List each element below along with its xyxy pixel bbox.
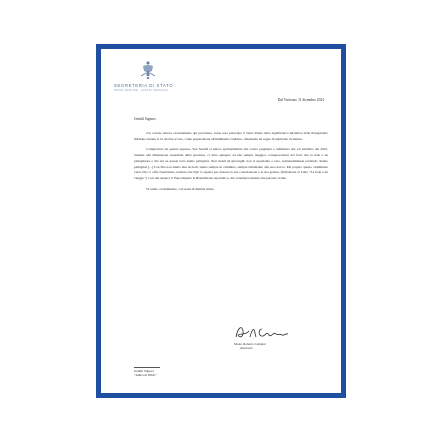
recipient-address (134, 369, 157, 378)
letter-frame (96, 44, 346, 398)
signatory-name: Mons. Roberto Campisi (234, 342, 266, 346)
letter-page (101, 49, 341, 393)
papal-crest-icon (137, 59, 159, 81)
salutation: Gentili Signori, (134, 117, 157, 121)
signatory (234, 342, 266, 351)
address-divider (134, 367, 160, 368)
body-paragraph-2: Compiaciuto da quanto appreso, Sua Santità si unisce spiritualmente alla vostra preghiera e rammenta che «Il Giubileo del 2025, insieme alla dimensione essenziale della speranza, ci deve spingere ad una sempre maggior consapevolezza del fatto che la fede è un pellegrinare e che noi su questa terra siamo pellegrini. Non turisti né girovaghi: non ci spostiamo a caso, esistenzialmente parlando. Siamo pellegrini [...] Con Dio non siamo mai arrivati: siamo sempre in cammino, sempre rimaniamo alla sua ricerca. Ma proprio questo camminare verso Dio ci offre l'inebriante certezza che Egli ci aspetta per donarci la sua consolazione e la sua grazia» (Prefazione al Libro "La fede è un viaggio"). Con tali auspici, il Papa imparte la Benedizione Apostolica, che volentieri estende alle persone vicine. (134, 147, 328, 180)
handwritten-signature (232, 321, 292, 343)
letter-date: Dal Vaticano, 11 dicembre 2024 (277, 98, 324, 102)
recipient-line-2: "Amici di Nildo" (134, 373, 157, 378)
signatory-role: Assessore (240, 346, 253, 351)
department-section: PRIMA SEZIONE - AFFARI GENERALI (114, 89, 169, 92)
department-name: SEGRETERIA DI STATO (114, 83, 174, 88)
letter-body (134, 131, 328, 197)
body-paragraph-1: con cortese lettera, recentemente qui pervenuta, avete reso partecipe il Santo Padre della significativa iniziativa della Peregrinatio Nildiana vissuta il 12 ottobre scorso, come preparazione all'imminente Giubileo, chiedendo un segno di spirituale vicinanza. (134, 131, 328, 141)
body-paragraph-closing: Vi saluto cordialmente, con sensi di distinta stima. (146, 186, 215, 191)
recipient-line-1: Gentili Signori (134, 369, 154, 373)
